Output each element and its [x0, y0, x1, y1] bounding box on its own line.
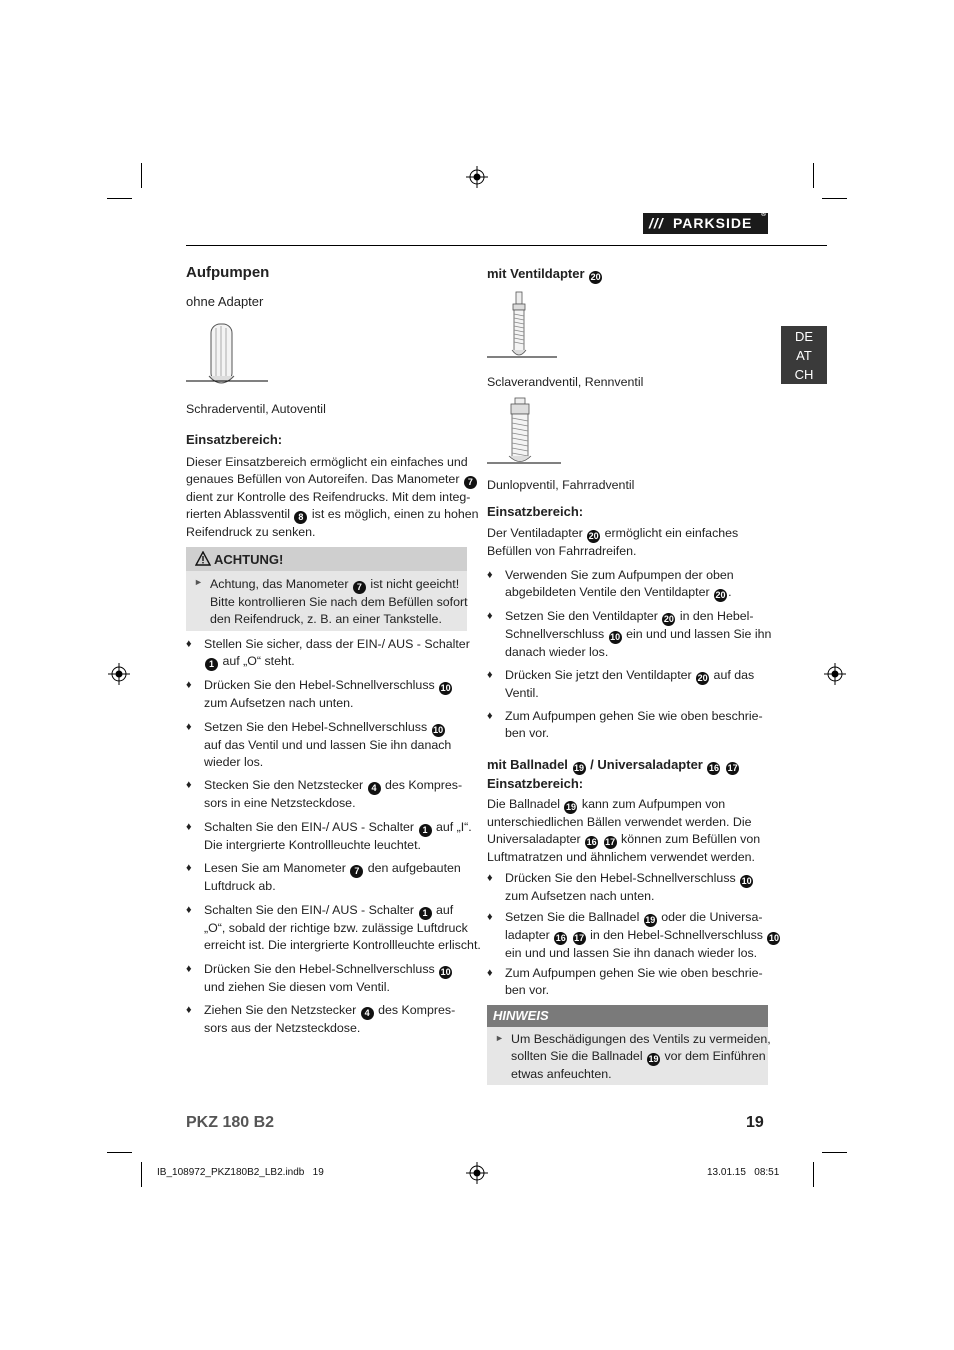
part-number-badge: 10	[610, 632, 621, 642]
section-title: Aufpumpen	[186, 264, 270, 281]
diamond-bullet-icon: ♦	[186, 721, 192, 733]
subheading-ballnadel: mit Ballnadel 19 / Universaladapter 16 17	[487, 757, 738, 773]
text-line: Setzen Sie den Hebel-Schnellverschluss 10	[204, 720, 444, 735]
diamond-bullet-icon: ♦	[487, 710, 493, 722]
language-de: DE	[794, 329, 814, 344]
part-number-badge: 16	[586, 837, 597, 848]
subheading-ohne-adapter: ohne Adapter	[186, 294, 264, 309]
part-number-badge: 10	[741, 876, 752, 886]
registration-mark-icon	[108, 663, 130, 685]
text-line: Zum Aufpumpen gehen Sie wie oben beschrie-	[505, 966, 763, 980]
text-line: Luftdruck ab.	[204, 879, 276, 893]
text-line: Schalten Sie den EIN-/ AUS - Schalter 1 auf	[204, 903, 454, 918]
crop-mark	[141, 1162, 142, 1187]
text-line: Drücken Sie den Hebel-Schnellverschluss 10	[204, 678, 451, 693]
sclaverand-valve-illustration	[487, 290, 557, 362]
text-line: Universaladapter 16 17 können zum Befüllen von	[487, 832, 761, 848]
crop-mark	[813, 163, 814, 188]
language-tab	[781, 326, 827, 384]
text-line: Drücken Sie jetzt den Ventildapter 20 auf das	[505, 668, 755, 683]
crop-mark	[813, 1162, 814, 1187]
registration-mark-icon	[466, 1162, 488, 1184]
text-line: Reifendruck zu senken.	[186, 525, 316, 540]
text-line: rierten Ablassventil 8 ist es möglich, einen zu hohen	[186, 507, 479, 523]
crop-mark	[822, 198, 847, 199]
schrader-caption: Schraderventil, Autoventil	[186, 402, 326, 416]
print-date-info: 13.01.15 08:51	[707, 1167, 780, 1178]
part-number-badge: 17	[574, 933, 585, 943]
text-line: auf das Ventil und und lassen Sie ihn danach	[204, 738, 452, 752]
diamond-bullet-icon: ♦	[186, 963, 192, 975]
text-line: Stellen Sie sicher, dass der EIN-/ AUS - Schalter	[204, 637, 470, 651]
parkside-logo	[643, 213, 768, 234]
text-line: Stecken Sie den Netzstecker 4 des Kompres-	[204, 778, 463, 793]
einsatzbereich-title: Einsatzbereich:	[487, 504, 584, 519]
part-number-badge: 4	[361, 1007, 374, 1020]
diamond-bullet-icon: ♦	[186, 821, 192, 833]
einsatz-paragraph	[186, 454, 479, 542]
part-number-badge: 10	[768, 933, 779, 943]
text-line: Bitte kontrollieren Sie nach dem Befüllen sofort	[210, 595, 468, 609]
diamond-bullet-icon: ♦	[186, 1004, 192, 1016]
text-line: Lesen Sie am Manometer 7 den aufgebauten	[204, 861, 461, 876]
part-number-badge: 1	[205, 658, 218, 671]
arrow-icon: ►	[495, 1033, 504, 1043]
text-line: Ventil.	[505, 686, 539, 700]
text-line: ein und und lassen Sie ihn danach wieder los.	[505, 946, 758, 960]
text-line: und ziehen Sie diesen vom Ventil.	[204, 980, 390, 994]
text-line: unterschiedlichen Bällen verwendet werden. Die	[487, 815, 752, 829]
text-line: Setzen Sie die Ballnadel 19 oder die Universa-	[505, 910, 763, 925]
text-line: Befüllen von Fahrradreifen.	[487, 544, 637, 558]
text-line: Verwenden Sie zum Aufpumpen der oben	[505, 568, 734, 582]
part-number-badge: 17	[605, 837, 616, 848]
part-number-badge: 4	[368, 782, 381, 795]
diamond-bullet-icon: ♦	[487, 610, 493, 622]
text-line: Schnellverschluss 10 ein und und lassen Sie ihn	[505, 627, 772, 642]
logo-text: PARKSIDE	[673, 215, 753, 231]
text-line: Um Beschädigungen des Ventils zu vermeiden,	[511, 1032, 771, 1046]
diamond-bullet-icon: ♦	[487, 911, 493, 923]
note-header	[487, 1005, 768, 1027]
diamond-bullet-icon: ♦	[186, 779, 192, 791]
part-number-badge: 1	[419, 907, 432, 920]
text-line: Drücken Sie den Hebel-Schnellverschluss 10	[204, 962, 451, 977]
einsatz-paragraph	[487, 796, 760, 866]
language-ch: CH	[794, 367, 814, 382]
text-line: genaues Befüllen von Autoreifen. Das Manometer 7	[186, 471, 479, 489]
language-at: AT	[796, 348, 812, 363]
subheading-mit-ventiladapter: mit Ventildapter 20	[487, 266, 601, 282]
text-line: Zum Aufpumpen gehen Sie wie oben beschrie-	[505, 709, 763, 723]
diamond-bullet-icon: ♦	[186, 638, 192, 650]
crop-mark	[107, 198, 132, 199]
text-line: dient zur Kontrolle des Reifendrucks. Mit dem integ-	[186, 490, 471, 505]
text-line: Luftmatratzen und ähnlichem verwendet werden.	[487, 850, 755, 865]
part-number-badge: 19	[645, 915, 656, 925]
text-line: Setzen Sie den Ventildapter 20 in den Hebel-	[505, 609, 754, 624]
crop-mark	[141, 163, 142, 188]
text-line: Schalten Sie den EIN-/ AUS - Schalter 1 auf „I“.	[204, 820, 472, 835]
warning-triangle-icon	[195, 551, 211, 566]
part-number-badge: 20	[697, 673, 708, 683]
text-line: Der Ventiladapter 20 ermöglicht ein einfaches	[487, 526, 739, 541]
dunlop-valve-illustration	[487, 396, 561, 468]
warning-box	[186, 547, 467, 631]
text-line: „O“, sobald der richtige bzw. zulässige Luftdruck	[204, 921, 468, 935]
page-number: 19	[746, 1114, 764, 1131]
text-line: etwas anfeuchten.	[511, 1067, 612, 1082]
text-line: den Reifendruck, z. B. an einer Tankstelle.	[210, 612, 442, 627]
warning-title: ACHTUNG!	[214, 552, 284, 567]
part-number-badge: 7	[353, 581, 366, 594]
text-line: Dieser Einsatzbereich ermöglicht ein einfaches und	[186, 455, 468, 469]
text-line: erreicht ist. Die intergrierte Kontrollleuchte erlischt.	[204, 938, 481, 953]
part-number-badge: 16	[555, 933, 566, 943]
registration-mark-icon	[466, 166, 488, 188]
text-line: 1 auf „O“ steht.	[204, 653, 470, 671]
text-line: sors in eine Netzsteckdose.	[204, 796, 356, 810]
part-number-badge: 17	[727, 763, 738, 773]
part-number-badge: 20	[663, 614, 674, 624]
registration-mark-icon	[824, 663, 846, 685]
einsatz-paragraph	[487, 525, 738, 560]
part-number-badge: 8	[294, 511, 307, 524]
header-rule	[186, 245, 827, 246]
text-line: sors aus der Netzsteckdose.	[204, 1021, 361, 1035]
warning-text	[210, 576, 468, 628]
dunlop-caption: Dunlopventil, Fahrradventil	[487, 478, 635, 492]
text-line: ben vor.	[505, 726, 550, 741]
diamond-bullet-icon: ♦	[186, 679, 192, 691]
note-title: HINWEIS	[493, 1008, 549, 1023]
text-line: ben vor.	[505, 983, 550, 998]
diamond-bullet-icon: ♦	[487, 967, 493, 979]
print-file-info: IB_108972_PKZ180B2_LB2.indb 19	[157, 1167, 324, 1178]
text-line: Die intergrierte Kontrollleuchte leuchtet.	[204, 838, 421, 852]
part-number-badge: 7	[464, 476, 477, 489]
sclaverand-caption: Sclaverandventil, Rennventil	[487, 375, 644, 389]
text-line: zum Aufsetzen nach unten.	[505, 889, 655, 903]
einsatzbereich-title: Einsatzbereich:	[487, 776, 584, 791]
einsatzbereich-title: Einsatzbereich:	[186, 432, 283, 447]
text-line: abgebildeten Ventile den Ventildapter 20 .	[505, 585, 732, 601]
model-name: PKZ 180 B2	[186, 1114, 275, 1131]
part-number-badge: 20	[715, 590, 726, 601]
text-line: Achtung, das Manometer 7 ist nicht geeicht!	[210, 577, 460, 592]
diamond-bullet-icon: ♦	[487, 872, 493, 884]
part-number-badge: 19	[574, 763, 585, 773]
logo-reg: ®	[761, 211, 768, 218]
part-number-badge: 7	[350, 865, 363, 878]
part-number-badge: 20	[590, 272, 601, 282]
logo-slashes: ///	[649, 215, 664, 231]
text-line: Drücken Sie den Hebel-Schnellverschluss 10	[505, 871, 752, 886]
text-line: ladapter 16 17 in den Hebel-Schnellverschluss 10	[505, 928, 779, 943]
part-number-badge: 20	[588, 531, 599, 541]
arrow-icon: ►	[194, 577, 203, 587]
diamond-bullet-icon: ♦	[186, 904, 192, 916]
part-number-badge: 19	[648, 1054, 659, 1065]
diamond-bullet-icon: ♦	[487, 669, 493, 681]
note-text	[511, 1031, 771, 1083]
diamond-bullet-icon: ♦	[487, 569, 493, 581]
schrader-valve-illustration	[186, 320, 268, 392]
note-box	[487, 1005, 771, 1085]
text-line: zum Aufsetzen nach unten.	[204, 696, 354, 710]
part-number-badge: 10	[433, 725, 444, 735]
warning-header	[186, 547, 467, 571]
part-number-badge: 19	[565, 802, 576, 812]
part-number-badge: 10	[440, 683, 451, 693]
part-number-badge: 1	[419, 824, 432, 837]
text-line: wieder los.	[204, 755, 264, 770]
part-number-badge: 16	[708, 763, 719, 773]
text-line: danach wieder los.	[505, 645, 609, 659]
crop-mark	[822, 1152, 847, 1153]
part-number-badge: 10	[440, 967, 451, 977]
text-line: Ziehen Sie den Netzstecker 4 des Kompres-	[204, 1003, 456, 1018]
diamond-bullet-icon: ♦	[186, 862, 192, 874]
text-line: Die Ballnadel 19 kann zum Aufpumpen von	[487, 797, 726, 812]
crop-mark	[107, 1152, 132, 1153]
text-line: sollten Sie die Ballnadel 19 vor dem Einführen	[511, 1049, 766, 1065]
